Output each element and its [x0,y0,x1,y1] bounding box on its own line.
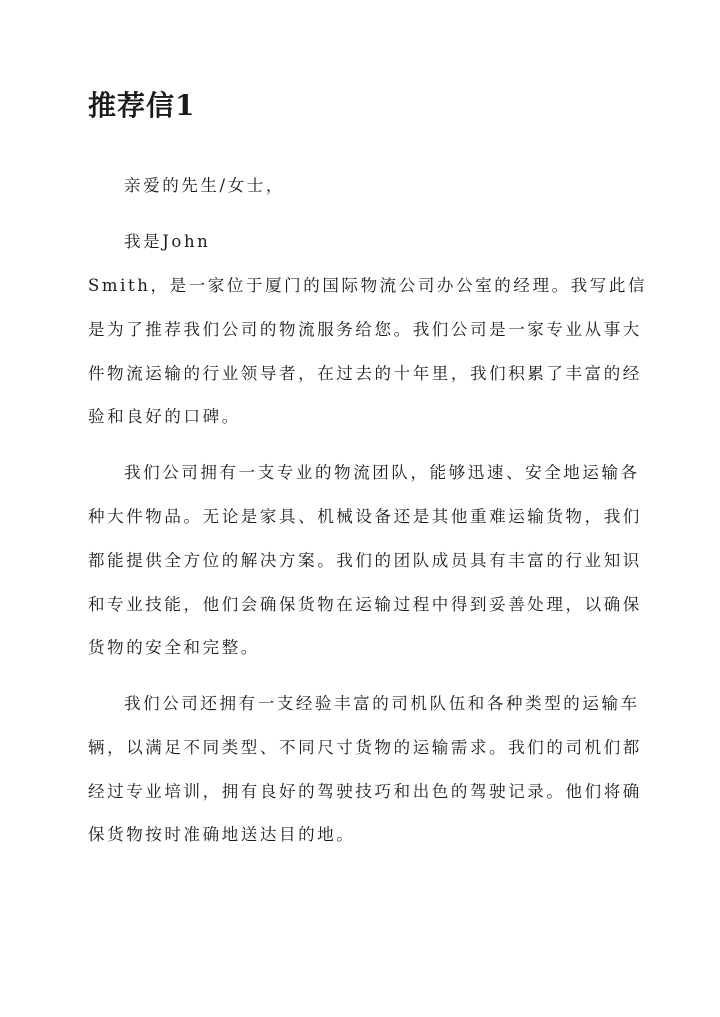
paragraph-2-line-2: 种大件物品。无论是家具、机械设备还是其他重难运输货物，我们 [88,507,642,526]
page-title: 推荐信1 [88,89,196,122]
paragraph-3-line-1: 我们公司还拥有一支经验丰富的司机队伍和各种类型的运输车 [124,694,640,713]
salutation: 亲爱的先生/女士， [124,176,285,195]
paragraph-2-line-1: 我们公司拥有一支专业的物流团队，能够迅速、安全地运输各 [124,463,640,482]
paragraph-2-line-5: 货物的安全和完整。 [88,638,260,657]
paragraph-2-line-4: 和专业技能，他们会确保货物在运输过程中得到妥善处理，以确保 [88,595,642,614]
paragraph-1-line-2: Smith，是一家位于厦门的国际物流公司办公室的经理。我写此信 [88,276,648,295]
paragraph-3-line-4: 保货物按时准确地送达目的地。 [88,825,356,844]
paragraph-1-line-4: 件物流运输的行业领导者，在过去的十年里，我们积累了丰富的经 [88,364,642,383]
paragraph-1-line-1: 我是John [124,232,211,251]
paragraph-3-line-2: 辆，以满足不同类型、不同尺寸货物的运输需求。我们的司机们都 [88,738,642,757]
paragraph-1-line-3: 是为了推荐我们公司的物流服务给您。我们公司是一家专业从事大 [88,320,642,339]
paragraph-1-line-5: 验和良好的口碑。 [88,407,241,426]
paragraph-3-line-3: 经过专业培训，拥有良好的驾驶技巧和出色的驾驶记录。他们将确 [88,782,642,801]
paragraph-2-line-3: 都能提供全方位的解决方案。我们的团队成员具有丰富的行业知识 [88,551,642,570]
